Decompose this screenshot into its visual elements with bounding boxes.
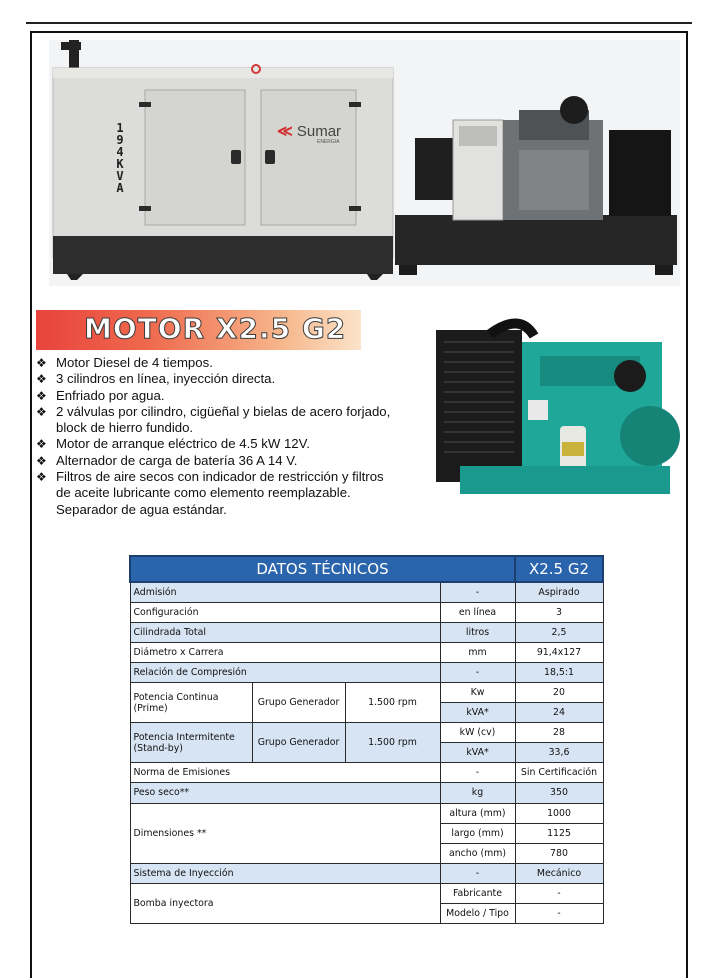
engine-photo <box>430 316 680 501</box>
list-item: ❖ Filtros de aire secos con indicador de restricción y filtros de aceite lubricante como elemento reemplazable. Separador de agua estándar. <box>36 469 384 517</box>
table-model: X2.5 G2 <box>515 556 603 582</box>
list-item: ❖ Enfriado por agua. <box>36 387 165 403</box>
generator-photo <box>49 40 680 286</box>
technical-data-table <box>129 555 604 924</box>
table-row: Cilindrada Total litros 2,5 <box>130 622 603 642</box>
table-title: DATOS TÉCNICOS <box>130 556 515 582</box>
generator-capacity-label: 194KVA <box>116 121 124 195</box>
table-row: Modelo / Tipo - <box>130 904 603 924</box>
table-row: kVA* 33,6 <box>130 743 603 763</box>
diamond-bullet-icon: ❖ <box>36 453 47 468</box>
brand-chevron-icon: ≪ <box>277 123 293 140</box>
table-row: largo (mm) 1125 <box>130 823 603 843</box>
list-item: ❖ Motor Diesel de 4 tiempos. <box>36 355 213 370</box>
table-header-row <box>130 556 603 582</box>
table-row: Admisión - Aspirado <box>130 582 603 602</box>
brand-logo <box>277 122 341 140</box>
top-rule <box>26 22 692 24</box>
table-row: Dimensiones ** altura (mm) 1000 <box>130 803 603 823</box>
brand-name: Sumar <box>296 123 342 140</box>
diamond-bullet-icon: ❖ <box>36 470 47 485</box>
diamond-bullet-icon: ❖ <box>36 437 47 452</box>
diamond-bullet-icon: ❖ <box>36 388 47 403</box>
brand-subtitle: ENERGIA <box>317 139 340 145</box>
diamond-bullet-icon: ❖ <box>36 372 47 387</box>
table-row: Diámetro x Carrera mm 91,4x127 <box>130 642 603 662</box>
table-row: Peso seco** kg 350 <box>130 783 603 803</box>
list-item: ❖ Motor de arranque eléctrico de 4.5 kW 12V. <box>36 436 310 452</box>
list-item: ❖ 3 cilindros en línea, inyección directa. <box>36 371 276 387</box>
motor-title-banner <box>36 310 361 350</box>
table-row: Sistema de Inyección - Mecánico <box>130 863 603 883</box>
table-row: Potencia Intermitente (Stand-by) Grupo Generador 1.500 rpm kW (cv) 28 <box>130 723 603 743</box>
feature-list <box>36 355 396 518</box>
list-item: ❖ 2 válvulas por cilindro, cigüeñal y bielas de acero forjado, block de hierro fundido. <box>36 403 391 436</box>
table-row: ancho (mm) 780 <box>130 843 603 863</box>
table-row: Norma de Emisiones - Sin Certificación <box>130 763 603 783</box>
table-row: Potencia Continua (Prime) Grupo Generador 1.500 rpm Kw 20 <box>130 682 603 702</box>
table-row: Bomba inyectora Fabricante - <box>130 883 603 903</box>
motor-title: MOTOR X2.5 G2 <box>84 312 347 345</box>
table-row: kVA* 24 <box>130 703 603 723</box>
diamond-bullet-icon: ❖ <box>36 404 47 419</box>
list-item: ❖ Alternador de carga de batería 36 A 14 V. <box>36 452 298 468</box>
table-row: Relación de Compresión - 18,5:1 <box>130 662 603 682</box>
diamond-bullet-icon: ❖ <box>36 356 47 370</box>
table-row: Configuración en línea 3 <box>130 602 603 622</box>
